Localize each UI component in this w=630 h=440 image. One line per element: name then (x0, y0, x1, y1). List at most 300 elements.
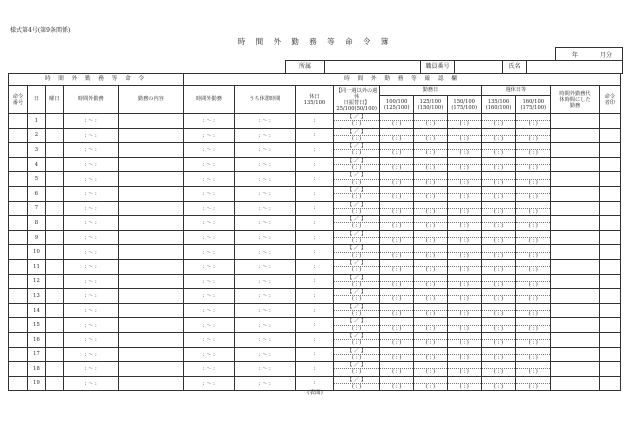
day-cell[interactable]: 5 (27, 172, 45, 187)
rate-160-cell[interactable] (516, 186, 551, 201)
rate-135-cell[interactable] (481, 289, 516, 304)
alt-leave-cell[interactable] (551, 201, 600, 216)
rate-125-cell[interactable] (414, 143, 448, 158)
rest-time-cell[interactable]: : 〜 : (234, 332, 295, 347)
day-cell[interactable]: 14 (27, 303, 45, 318)
rate-160-cell[interactable] (516, 143, 551, 158)
weekly-excess-cell[interactable] (333, 230, 379, 245)
weekly-excess-cell[interactable] (333, 216, 379, 231)
alt-leave-cell[interactable] (551, 157, 600, 172)
content-cell[interactable] (118, 157, 183, 172)
content-cell[interactable] (118, 332, 183, 347)
order-by-cell[interactable] (599, 274, 620, 289)
rate-125-cell[interactable] (414, 362, 448, 377)
overtime-range-cell[interactable]: : 〜 : (63, 128, 118, 143)
day-cell[interactable]: 10 (27, 245, 45, 260)
actual-overtime-cell[interactable]: : 〜 : (184, 172, 235, 187)
alt-leave-cell[interactable] (551, 274, 600, 289)
rest-time-cell[interactable]: : 〜 : (234, 114, 295, 129)
holiday-cell[interactable]: : (295, 303, 333, 318)
order-no-cell[interactable] (9, 114, 28, 129)
rate-150-cell[interactable] (447, 230, 481, 245)
rate-100-cell[interactable] (380, 143, 414, 158)
weekly-excess-cell[interactable] (333, 259, 379, 274)
overtime-range-cell[interactable]: : 〜 : (63, 172, 118, 187)
holiday-cell[interactable]: : (295, 186, 333, 201)
rate-135-cell[interactable] (481, 157, 516, 172)
weekday-cell[interactable] (45, 172, 63, 187)
actual-overtime-cell[interactable]: : 〜 : (184, 318, 235, 333)
order-by-cell[interactable] (599, 289, 620, 304)
content-cell[interactable] (118, 186, 183, 201)
rate-125-cell[interactable] (414, 347, 448, 362)
rate-160-cell[interactable] (516, 289, 551, 304)
order-by-cell[interactable] (599, 259, 620, 274)
rate-135-cell[interactable] (481, 259, 516, 274)
order-by-cell[interactable] (599, 128, 620, 143)
day-cell[interactable]: 8 (27, 216, 45, 231)
holiday-cell[interactable]: : (295, 332, 333, 347)
content-cell[interactable] (118, 114, 183, 129)
holiday-cell[interactable]: : (295, 245, 333, 260)
actual-overtime-cell[interactable]: : 〜 : (184, 216, 235, 231)
weekday-cell[interactable] (45, 303, 63, 318)
rest-time-cell[interactable]: : 〜 : (234, 303, 295, 318)
rate-135-cell[interactable] (481, 172, 516, 187)
content-cell[interactable] (118, 362, 183, 377)
holiday-cell[interactable]: : (295, 289, 333, 304)
order-by-cell[interactable] (599, 362, 620, 377)
rate-160-cell[interactable] (516, 230, 551, 245)
name-field[interactable] (526, 61, 622, 73)
actual-overtime-cell[interactable]: : 〜 : (184, 376, 235, 391)
rate-160-cell[interactable] (516, 201, 551, 216)
rate-135-cell[interactable] (481, 186, 516, 201)
content-cell[interactable] (118, 303, 183, 318)
rate-100-cell[interactable] (380, 172, 414, 187)
overtime-range-cell[interactable]: : 〜 : (63, 318, 118, 333)
order-by-cell[interactable] (599, 172, 620, 187)
day-cell[interactable]: 2 (27, 128, 45, 143)
holiday-cell[interactable]: : (295, 114, 333, 129)
actual-overtime-cell[interactable]: : 〜 : (184, 201, 235, 216)
rest-time-cell[interactable]: : 〜 : (234, 157, 295, 172)
year-month-field[interactable] (555, 47, 623, 61)
overtime-range-cell[interactable]: : 〜 : (63, 274, 118, 289)
rate-100-cell[interactable] (380, 157, 414, 172)
day-cell[interactable]: 6 (27, 186, 45, 201)
rest-time-cell[interactable]: : 〜 : (234, 143, 295, 158)
alt-leave-cell[interactable] (551, 318, 600, 333)
rate-125-cell[interactable] (414, 114, 448, 129)
order-by-cell[interactable] (599, 230, 620, 245)
rate-150-cell[interactable] (447, 143, 481, 158)
holiday-cell[interactable]: : (295, 318, 333, 333)
overtime-range-cell[interactable]: : 〜 : (63, 186, 118, 201)
weekday-cell[interactable] (45, 318, 63, 333)
day-cell[interactable]: 19 (27, 376, 45, 391)
rate-100-cell[interactable] (380, 128, 414, 143)
overtime-range-cell[interactable]: : 〜 : (63, 230, 118, 245)
rate-150-cell[interactable] (447, 318, 481, 333)
rate-125-cell[interactable] (414, 303, 448, 318)
rate-135-cell[interactable] (481, 201, 516, 216)
day-cell[interactable]: 7 (27, 201, 45, 216)
rate-125-cell[interactable] (414, 230, 448, 245)
actual-overtime-cell[interactable]: : 〜 : (184, 157, 235, 172)
order-by-cell[interactable] (599, 157, 620, 172)
overtime-range-cell[interactable]: : 〜 : (63, 332, 118, 347)
alt-leave-cell[interactable] (551, 289, 600, 304)
order-by-cell[interactable] (599, 186, 620, 201)
rate-125-cell[interactable] (414, 318, 448, 333)
holiday-cell[interactable]: : (295, 157, 333, 172)
rate-160-cell[interactable] (516, 128, 551, 143)
rate-160-cell[interactable] (516, 216, 551, 231)
order-by-cell[interactable] (599, 332, 620, 347)
rate-150-cell[interactable] (447, 114, 481, 129)
content-cell[interactable] (118, 143, 183, 158)
rate-135-cell[interactable] (481, 114, 516, 129)
weekday-cell[interactable] (45, 259, 63, 274)
alt-leave-cell[interactable] (551, 332, 600, 347)
rate-160-cell[interactable] (516, 347, 551, 362)
rest-time-cell[interactable]: : 〜 : (234, 245, 295, 260)
overtime-range-cell[interactable]: : 〜 : (63, 216, 118, 231)
rate-100-cell[interactable] (380, 230, 414, 245)
rate-135-cell[interactable] (481, 332, 516, 347)
rate-135-cell[interactable] (481, 230, 516, 245)
weekly-excess-cell[interactable] (333, 362, 379, 377)
rate-160-cell[interactable] (516, 259, 551, 274)
holiday-cell[interactable]: : (295, 201, 333, 216)
rest-time-cell[interactable]: : 〜 : (234, 274, 295, 289)
rate-100-cell[interactable] (380, 245, 414, 260)
rate-100-cell[interactable] (380, 289, 414, 304)
day-cell[interactable]: 3 (27, 143, 45, 158)
order-no-cell[interactable] (9, 303, 28, 318)
alt-leave-cell[interactable] (551, 230, 600, 245)
overtime-range-cell[interactable]: : 〜 : (63, 114, 118, 129)
rate-160-cell[interactable] (516, 245, 551, 260)
holiday-cell[interactable]: : (295, 274, 333, 289)
content-cell[interactable] (118, 201, 183, 216)
weekly-excess-cell[interactable] (333, 143, 379, 158)
rate-160-cell[interactable] (516, 303, 551, 318)
rate-100-cell[interactable] (380, 259, 414, 274)
rate-125-cell[interactable] (414, 216, 448, 231)
order-by-cell[interactable] (599, 216, 620, 231)
holiday-cell[interactable]: : (295, 143, 333, 158)
holiday-cell[interactable]: : (295, 376, 333, 391)
overtime-range-cell[interactable]: : 〜 : (63, 376, 118, 391)
rate-100-cell[interactable] (380, 303, 414, 318)
order-no-cell[interactable] (9, 186, 28, 201)
order-no-cell[interactable] (9, 259, 28, 274)
alt-leave-cell[interactable] (551, 186, 600, 201)
holiday-cell[interactable]: : (295, 230, 333, 245)
rest-time-cell[interactable]: : 〜 : (234, 230, 295, 245)
weekday-cell[interactable] (45, 216, 63, 231)
rate-150-cell[interactable] (447, 289, 481, 304)
actual-overtime-cell[interactable]: : 〜 : (184, 230, 235, 245)
rest-time-cell[interactable]: : 〜 : (234, 362, 295, 377)
rate-150-cell[interactable] (447, 245, 481, 260)
day-cell[interactable]: 4 (27, 157, 45, 172)
actual-overtime-cell[interactable]: : 〜 : (184, 259, 235, 274)
rate-100-cell[interactable] (380, 114, 414, 129)
rate-150-cell[interactable] (447, 303, 481, 318)
content-cell[interactable] (118, 216, 183, 231)
actual-overtime-cell[interactable]: : 〜 : (184, 289, 235, 304)
alt-leave-cell[interactable] (551, 245, 600, 260)
order-no-cell[interactable] (9, 157, 28, 172)
actual-overtime-cell[interactable]: : 〜 : (184, 186, 235, 201)
rest-time-cell[interactable]: : 〜 : (234, 201, 295, 216)
holiday-cell[interactable]: : (295, 259, 333, 274)
weekday-cell[interactable] (45, 245, 63, 260)
order-no-cell[interactable] (9, 318, 28, 333)
actual-overtime-cell[interactable]: : 〜 : (184, 114, 235, 129)
order-by-cell[interactable] (599, 318, 620, 333)
rate-160-cell[interactable] (516, 114, 551, 129)
alt-leave-cell[interactable] (551, 172, 600, 187)
rate-100-cell[interactable] (380, 186, 414, 201)
rest-time-cell[interactable]: : 〜 : (234, 318, 295, 333)
actual-overtime-cell[interactable]: : 〜 : (184, 362, 235, 377)
rate-150-cell[interactable] (447, 216, 481, 231)
actual-overtime-cell[interactable]: : 〜 : (184, 274, 235, 289)
content-cell[interactable] (118, 245, 183, 260)
rate-160-cell[interactable] (516, 362, 551, 377)
order-no-cell[interactable] (9, 245, 28, 260)
rate-100-cell[interactable] (380, 318, 414, 333)
rate-100-cell[interactable] (380, 332, 414, 347)
rest-time-cell[interactable]: : 〜 : (234, 289, 295, 304)
rate-125-cell[interactable] (414, 128, 448, 143)
rate-135-cell[interactable] (481, 128, 516, 143)
rate-160-cell[interactable] (516, 274, 551, 289)
content-cell[interactable] (118, 259, 183, 274)
alt-leave-cell[interactable] (551, 128, 600, 143)
weekly-excess-cell[interactable] (333, 318, 379, 333)
rate-125-cell[interactable] (414, 157, 448, 172)
overtime-range-cell[interactable]: : 〜 : (63, 201, 118, 216)
order-by-cell[interactable] (599, 114, 620, 129)
order-no-cell[interactable] (9, 216, 28, 231)
order-no-cell[interactable] (9, 332, 28, 347)
overtime-range-cell[interactable]: : 〜 : (63, 245, 118, 260)
order-by-cell[interactable] (599, 245, 620, 260)
day-cell[interactable]: 1 (27, 114, 45, 129)
rate-135-cell[interactable] (481, 362, 516, 377)
weekly-excess-cell[interactable] (333, 274, 379, 289)
weekday-cell[interactable] (45, 362, 63, 377)
content-cell[interactable] (118, 172, 183, 187)
weekly-excess-cell-lower: ( : ) (352, 150, 362, 157)
holiday-cell[interactable]: : (295, 216, 333, 231)
rate-150-cell[interactable] (447, 259, 481, 274)
rest-time-cell[interactable]: : 〜 : (234, 172, 295, 187)
holiday-cell[interactable]: : (295, 347, 333, 362)
overtime-range-cell[interactable]: : 〜 : (63, 259, 118, 274)
rate-100-cell[interactable] (380, 362, 414, 377)
rate-100-cell[interactable] (380, 274, 414, 289)
rate-160-cell[interactable] (516, 332, 551, 347)
weekday-cell[interactable] (45, 332, 63, 347)
rate-125-cell[interactable] (414, 186, 448, 201)
rate-135-cell[interactable] (481, 318, 516, 333)
rate-150-cell-lower: ( : ) (459, 238, 469, 245)
rate-135-cell[interactable] (481, 347, 516, 362)
dept-field[interactable] (324, 61, 420, 73)
weekday-cell[interactable] (45, 274, 63, 289)
weekday-cell[interactable] (45, 347, 63, 362)
content-cell[interactable] (118, 230, 183, 245)
weekly-excess-cell[interactable] (333, 332, 379, 347)
staff-no-field[interactable] (454, 61, 502, 73)
overtime-range-cell[interactable]: : 〜 : (63, 157, 118, 172)
weekday-cell[interactable] (45, 157, 63, 172)
weekly-excess-cell[interactable] (333, 128, 379, 143)
weekly-excess-cell[interactable] (333, 289, 379, 304)
day-cell[interactable]: 9 (27, 230, 45, 245)
rate-150-cell[interactable] (447, 172, 481, 187)
order-by-cell[interactable] (599, 347, 620, 362)
alt-leave-cell[interactable] (551, 143, 600, 158)
weekly-excess-cell[interactable] (333, 186, 379, 201)
overtime-range-cell[interactable]: : 〜 : (63, 289, 118, 304)
alt-leave-cell[interactable] (551, 362, 600, 377)
rate-150-cell[interactable] (447, 332, 481, 347)
weekly-excess-cell[interactable] (333, 114, 379, 129)
order-no-cell[interactable] (9, 362, 28, 377)
rate-125-cell[interactable] (414, 172, 448, 187)
weekday-cell[interactable] (45, 289, 63, 304)
rate-135-cell[interactable] (481, 274, 516, 289)
rest-time-cell[interactable]: : 〜 : (234, 128, 295, 143)
actual-overtime-cell[interactable]: : 〜 : (184, 332, 235, 347)
rest-time-cell[interactable]: : 〜 : (234, 186, 295, 201)
order-by-cell[interactable] (599, 303, 620, 318)
content-cell[interactable] (118, 128, 183, 143)
alt-leave-cell[interactable] (551, 114, 600, 129)
order-no-cell[interactable] (9, 274, 28, 289)
rate-150-cell[interactable] (447, 347, 481, 362)
rate-135-cell[interactable] (481, 303, 516, 318)
weekday-cell[interactable] (45, 114, 63, 129)
day-cell[interactable]: 13 (27, 289, 45, 304)
alt-leave-cell[interactable] (551, 259, 600, 274)
rate-135-cell[interactable] (481, 143, 516, 158)
weekly-excess-cell[interactable] (333, 347, 379, 362)
rate-150-cell[interactable] (447, 128, 481, 143)
weekly-excess-cell[interactable] (333, 201, 379, 216)
day-cell[interactable]: 15 (27, 318, 45, 333)
weekday-cell[interactable] (45, 128, 63, 143)
rate-125-cell[interactable] (414, 259, 448, 274)
day-cell[interactable]: 11 (27, 259, 45, 274)
overtime-range-cell[interactable]: : 〜 : (63, 362, 118, 377)
order-no-cell[interactable] (9, 347, 28, 362)
order-no-cell[interactable] (9, 143, 28, 158)
holiday-cell[interactable]: : (295, 172, 333, 187)
weekday-cell[interactable] (45, 201, 63, 216)
rate-125-cell[interactable] (414, 201, 448, 216)
alt-leave-cell[interactable] (551, 347, 600, 362)
rate-100-cell[interactable] (380, 347, 414, 362)
order-no-cell[interactable] (9, 128, 28, 143)
alt-leave-cell[interactable] (551, 303, 600, 318)
day-cell[interactable]: 12 (27, 274, 45, 289)
content-cell[interactable] (118, 289, 183, 304)
rest-time-cell[interactable]: : 〜 : (234, 259, 295, 274)
day-cell[interactable]: 17 (27, 347, 45, 362)
overtime-range-cell[interactable]: : 〜 : (63, 347, 118, 362)
rate-160-cell[interactable] (516, 172, 551, 187)
rate-100-cell[interactable] (380, 201, 414, 216)
rate-160-cell[interactable] (516, 157, 551, 172)
actual-overtime-cell[interactable]: : 〜 : (184, 303, 235, 318)
holiday-cell[interactable]: : (295, 362, 333, 377)
overtime-range-cell[interactable]: : 〜 : (63, 303, 118, 318)
rate-125-cell[interactable] (414, 245, 448, 260)
day-cell[interactable]: 16 (27, 332, 45, 347)
rate-125-cell[interactable] (414, 332, 448, 347)
weekly-excess-cell[interactable] (333, 303, 379, 318)
rate-160-cell[interactable] (516, 318, 551, 333)
day-cell[interactable]: 18 (27, 362, 45, 377)
actual-overtime-cell[interactable]: : 〜 : (184, 143, 235, 158)
actual-overtime-cell[interactable]: : 〜 : (184, 128, 235, 143)
actual-overtime-cell[interactable]: : 〜 : (184, 347, 235, 362)
order-no-cell[interactable] (9, 201, 28, 216)
content-cell[interactable] (118, 274, 183, 289)
rate-150-cell[interactable] (447, 186, 481, 201)
rate-125-cell[interactable] (414, 274, 448, 289)
content-cell[interactable] (118, 347, 183, 362)
rate-150-cell[interactable] (447, 362, 481, 377)
weekly-excess-cell[interactable] (333, 157, 379, 172)
rest-time-cell[interactable]: : 〜 : (234, 376, 295, 391)
rate-160-cell-lower: ( : ) (528, 252, 538, 259)
weekly-excess-cell[interactable] (333, 245, 379, 260)
order-no-cell[interactable] (9, 289, 28, 304)
overtime-range-cell[interactable]: : 〜 : (63, 143, 118, 158)
alt-leave-cell[interactable] (551, 216, 600, 231)
rate-150-cell[interactable] (447, 201, 481, 216)
rate-135-cell[interactable] (481, 216, 516, 231)
order-no-cell[interactable] (9, 230, 28, 245)
rest-time-cell[interactable]: : 〜 : (234, 216, 295, 231)
actual-overtime-cell[interactable]: : 〜 : (184, 245, 235, 260)
order-no-cell[interactable] (9, 172, 28, 187)
rate-150-cell[interactable] (447, 157, 481, 172)
holiday-cell[interactable]: : (295, 128, 333, 143)
weekday-cell[interactable] (45, 230, 63, 245)
rate-100-cell[interactable] (380, 216, 414, 231)
weekday-cell[interactable] (45, 186, 63, 201)
rate-135-cell[interactable] (481, 245, 516, 260)
weekly-excess-cell[interactable] (333, 172, 379, 187)
content-cell[interactable] (118, 318, 183, 333)
rest-time-cell[interactable]: : 〜 : (234, 347, 295, 362)
rate-125-cell[interactable] (414, 289, 448, 304)
weekday-cell[interactable] (45, 143, 63, 158)
order-by-cell[interactable] (599, 201, 620, 216)
order-by-cell[interactable] (599, 143, 620, 158)
rate-150-cell[interactable] (447, 274, 481, 289)
